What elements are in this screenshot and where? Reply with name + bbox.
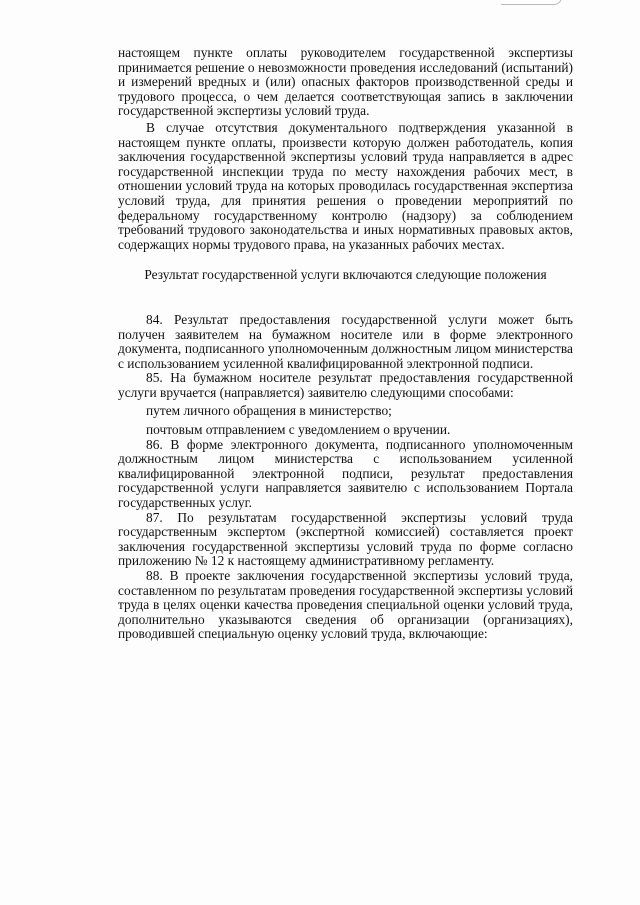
section-heading-result: Результат государственной услуги включаются следующие положения [144, 267, 547, 283]
paragraph-87: 87. По результатам государственной экспертизы условий труда государственным экспертом (экспертной комиссией) составляется проект заключения государственной экспертизы условий труда по форме согласно приложению № 12 к настоящему административному регламенту. [118, 509, 573, 569]
paragraph-85: 85. На бумажном носителе результат предоставления государственной услуги вручается (направляется) заявителю следующими способами: [118, 370, 573, 400]
paragraph-86: 86. В форме электронного документа, подписанного уполномоченным должностным лицом министерства с использованием усиленной квалифицированной электронной подписи, результат предоставления государственной услуги направляется заявителю с использованием Портала государственных услуг. [118, 436, 573, 511]
document-body [118, 46, 573, 642]
list-item-postal-delivery: почтовым отправлением с уведомлением о вручении. [146, 422, 451, 438]
paragraph-payment-continuation: настоящем пункте оплаты руководителем государственной экспертизы принимается решение о невозможности проведения исследований (испытаний) и измерений вредных и (или) опасных факторов производственной среды и трудового процесса, о чем делается соответствующая запись в заключении государственной экспертизы условий труда. [118, 45, 573, 119]
paragraph-no-payment-confirmation: В случае отсутствия документального подтверждения указанной в настоящем пункте оплаты, произвести которую должен работодатель, копия заключения государственной экспертизы условий труда направляется в адрес государственной инспекции труда по месту нахождения рабочих мест, в отношении условий труда на которых проводилась государственная экспертиза условий труда, для принятия решения о проведении мероприятий по федеральному государственному контролю (надзору) за соблюдением требований трудового законодательства и иных нормативных правовых актов, содержащих нормы трудового права, на указанных рабочих местах. [118, 119, 573, 252]
paragraph-88: 88. В проекте заключения государственной экспертизы условий труда, составленном по результатам проведения государственной экспертизы условий труда в целях оценки качества проведения специальной оценки условий труда, дополнительно указываются сведения об организации (организациях), проводившей специальную оценку условий труда, включающие: [118, 568, 573, 642]
paragraph-84: 84. Результат предоставления государственной услуги может быть получен заявителем на бумажном носителе или в форме электронного документа, подписанного уполномоченным должностным лицом министерства с использованием усиленной квалифицированной электронной подписи. [118, 311, 573, 371]
list-item-personal-visit: путем личного обращения в министерство; [146, 403, 392, 419]
page-corner-mark [501, 0, 562, 5]
